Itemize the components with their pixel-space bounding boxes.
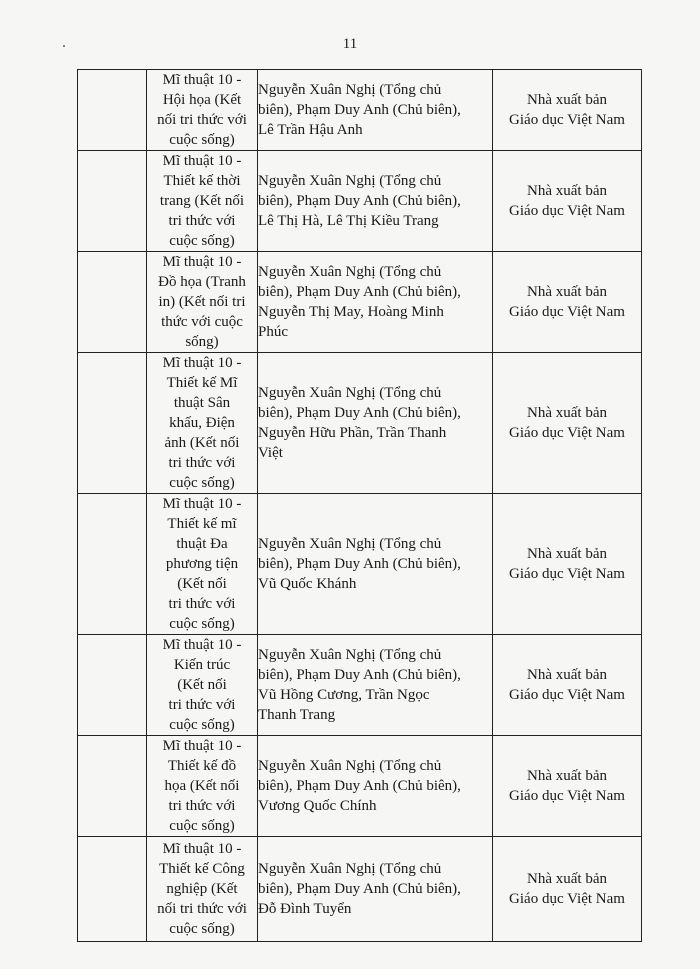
table-row (78, 151, 642, 252)
table-row (78, 837, 642, 942)
book-title: Mĩ thuật 10 - Thiết kế Mĩ thuật Sân khấu, Điện ảnh (Kết nối tri thức với cuộc sống) (162, 355, 242, 491)
book-authors: Nguyễn Xuân Nghị (Tổng chủ biên), Phạm Duy Anh (Chủ biên), Vũ Quốc Khánh (258, 536, 461, 592)
book-authors: Nguyễn Xuân Nghị (Tổng chủ biên), Phạm Duy Anh (Chủ biên), Nguyễn Hữu Phần, Trần Thanh Việt (258, 385, 461, 461)
table-row (78, 353, 642, 494)
index-cell (78, 252, 147, 353)
index-cell (78, 151, 147, 252)
book-authors: Nguyễn Xuân Nghị (Tổng chủ biên), Phạm Duy Anh (Chủ biên), Vương Quốc Chính (258, 758, 461, 814)
authors-cell (258, 736, 493, 837)
book-publisher: Nhà xuất bản Giáo dục Việt Nam (509, 546, 625, 582)
publisher-cell (493, 151, 642, 252)
authors-cell (258, 151, 493, 252)
publisher-cell (493, 635, 642, 736)
book-title: Mĩ thuật 10 - Thiết kế đồ họa (Kết nối tri thức với cuộc sống) (162, 738, 242, 834)
book-authors: Nguyễn Xuân Nghị (Tổng chủ biên), Phạm Duy Anh (Chủ biên), Lê Thị Hà, Lê Thị Kiều Trang (258, 173, 461, 229)
book-publisher: Nhà xuất bản Giáo dục Việt Nam (509, 871, 625, 907)
authors-cell (258, 353, 493, 494)
book-publisher: Nhà xuất bản Giáo dục Việt Nam (509, 405, 625, 441)
book-title: Mĩ thuật 10 - Thiết kế thời trang (Kết nối tri thức với cuộc sống) (159, 153, 245, 249)
book-title: Mĩ thuật 10 - Kiến trúc (Kết nối tri thức với cuộc sống) (162, 637, 242, 733)
index-cell (78, 353, 147, 494)
title-cell (147, 494, 258, 635)
book-title: Mĩ thuật 10 - Đồ họa (Tranh in) (Kết nối tri thức với cuộc sống) (158, 254, 246, 350)
book-publisher: Nhà xuất bản Giáo dục Việt Nam (509, 183, 625, 219)
authors-cell (258, 635, 493, 736)
authors-cell (258, 494, 493, 635)
table-row (78, 635, 642, 736)
publisher-cell (493, 736, 642, 837)
title-cell (147, 70, 258, 151)
book-authors: Nguyễn Xuân Nghị (Tổng chủ biên), Phạm Duy Anh (Chủ biên), Đỗ Đình Tuyển (258, 861, 461, 917)
publisher-cell (493, 70, 642, 151)
index-cell (78, 635, 147, 736)
title-cell (147, 353, 258, 494)
book-publisher: Nhà xuất bản Giáo dục Việt Nam (509, 284, 625, 320)
authors-cell (258, 837, 493, 942)
table-row (78, 494, 642, 635)
index-cell (78, 494, 147, 635)
book-publisher: Nhà xuất bản Giáo dục Việt Nam (509, 768, 625, 804)
book-authors: Nguyễn Xuân Nghị (Tổng chủ biên), Phạm Duy Anh (Chủ biên), Lê Trần Hậu Anh (258, 82, 461, 138)
index-cell (78, 70, 147, 151)
publisher-cell (493, 837, 642, 942)
title-cell (147, 151, 258, 252)
authors-cell (258, 70, 493, 151)
table-row (78, 736, 642, 837)
table-row (78, 252, 642, 353)
scan-speck (63, 45, 65, 47)
index-cell (78, 736, 147, 837)
publisher-cell (493, 494, 642, 635)
title-cell (147, 736, 258, 837)
book-authors: Nguyễn Xuân Nghị (Tổng chủ biên), Phạm Duy Anh (Chủ biên), Nguyễn Thị May, Hoàng Minh Phúc (258, 264, 461, 340)
book-publisher: Nhà xuất bản Giáo dục Việt Nam (509, 92, 625, 128)
publisher-cell (493, 252, 642, 353)
index-cell (78, 837, 147, 942)
book-title: Mĩ thuật 10 - Thiết kế mĩ thuật Đa phương tiện (Kết nối tri thức với cuộc sống) (162, 496, 242, 632)
title-cell (147, 837, 258, 942)
book-publisher: Nhà xuất bản Giáo dục Việt Nam (509, 667, 625, 703)
authors-cell (258, 252, 493, 353)
title-cell (147, 635, 258, 736)
page-number: 11 (342, 36, 358, 52)
book-title: Mĩ thuật 10 - Hội họa (Kết nối tri thức với cuộc sống) (157, 72, 247, 148)
publisher-cell (493, 353, 642, 494)
title-cell (147, 252, 258, 353)
book-authors: Nguyễn Xuân Nghị (Tổng chủ biên), Phạm Duy Anh (Chủ biên), Vũ Hồng Cương, Trần Ngọc Thanh Trang (258, 647, 461, 723)
book-title: Mĩ thuật 10 - Thiết kế Công nghiệp (Kết nối tri thức với cuộc sống) (157, 841, 247, 937)
table-row (78, 70, 642, 151)
textbook-table (77, 69, 642, 942)
